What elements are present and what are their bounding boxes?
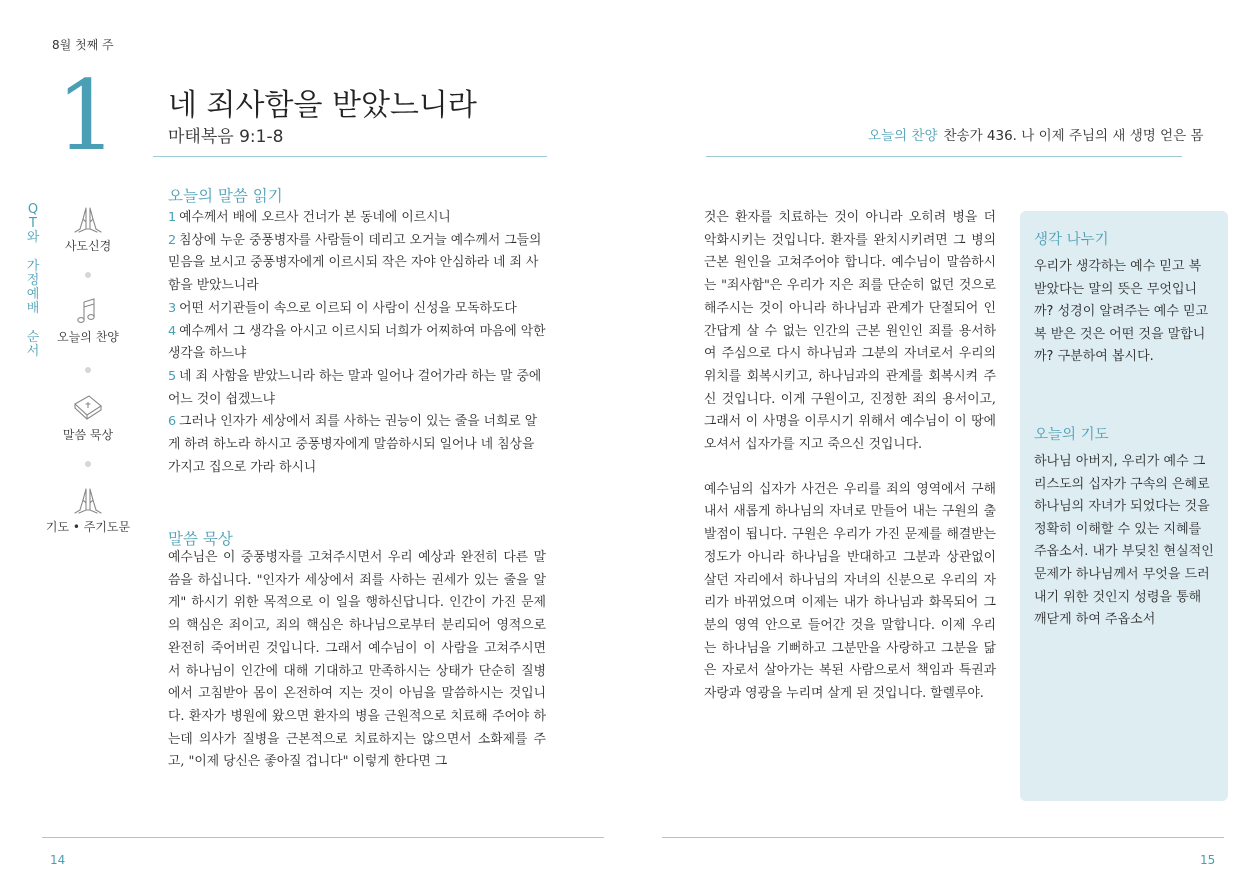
verse-number: 6 xyxy=(168,414,177,430)
page-number-left: 14 xyxy=(50,853,66,867)
verse-text: 네 죄 사함을 받았느니라 하는 말과 일어나 걸어가라 하는 말 중에 어느 것이 쉽겠느냐 xyxy=(168,368,542,407)
week-label: 8월 첫째 주 xyxy=(52,38,114,52)
page-number-right: 15 xyxy=(1200,853,1216,867)
meditation-title: 말씀 묵상 xyxy=(168,530,233,548)
verse-number: 2 xyxy=(168,232,177,248)
prayer-title: 오늘의 기도 xyxy=(1034,427,1109,443)
verse-text: 어떤 서기관들이 속으로 이르되 이 사람이 신성을 모독하도다 xyxy=(179,300,517,316)
header-rule-right xyxy=(706,156,1182,157)
praying-hands-icon xyxy=(33,205,143,235)
hymn-text: 찬송가 436. 나 이제 주님의 새 생명 얻은 몸 xyxy=(943,128,1204,144)
vertical-order-label: Q T 와 가 정 예 배 순 서 xyxy=(26,202,40,360)
sidebar-item-label: 말씀 묵상 xyxy=(62,428,114,442)
day-number: 1 xyxy=(56,60,118,172)
sidebar-item-prayer xyxy=(33,486,143,535)
paragraph: 것은 환자를 치료하는 것이 아니라 오히려 병을 더 악화시키는 것입니다. 환자를 완치시키려면 그 병의 근본 원인을 고쳐주어야 합니다. 예수님이 말씀하시는 "죄사함"은 우리가 지은 죄를 단순히 없던 것으로 해주시는 것이 아니라 하나님과 관계가 단절되어 인간답게 살 수 없는 인간의 근본 원인인 죄를 용서하여 주심으로 다시 하나님과 그분의 자녀로서 우리의 위치를 회복시키고, 하나님과의 관계를 회복시켜 주신 것입니다. 이게 구원이고, 진정한 죄의 용서이고, 그래서 이 사명을 이루시기 위해서 예수님이 이 땅에 오셔서 십자가를 지고 죽으신 것입니다. xyxy=(704,210,996,453)
reading-title: 오늘의 말씀 읽기 xyxy=(168,187,283,205)
verse-text: 침상에 누운 중풍병자를 사람들이 데리고 오거늘 예수께서 그들의 믿음을 보시고 중풍병자에게 이르시되 작은 자야 안심하라 네 죄 사함을 받았느니라 xyxy=(168,232,542,294)
verse xyxy=(168,411,548,479)
verse-number: 1 xyxy=(168,210,177,225)
page-title: 네 죄사함을 받았느니라 xyxy=(168,88,477,123)
paragraph: 예수님의 십자가 사건은 우리를 죄의 영역에서 구해내서 새롭게 하나님의 자녀로 만들어 내는 구원의 출발점이 됩니다. 구원은 우리가 가진 문제를 해결받는 정도가 아니라 하나님을 반대하고 그분과 상관없이 살던 자리에서 하나님의 자녀의 신분으로 우리의 자리가 바뀌었으며 이제는 내가 하나님과 화목되어 그분의 영역 안으로 들어간 것을 말합니다. 이제 우리는 하나님을 기뻐하고 그분만을 사랑하고 그분을 닮은 자로서 살아가는 복된 사람으로서 책임과 특권과 자랑과 영광을 누리며 살게 된 것입니다. 할렐루야. xyxy=(704,481,996,702)
verse-text: 예수께서 배에 오르사 건너가 본 동네에 이르시니 xyxy=(179,210,451,225)
sidebar-item-label: 오늘의 찬양 xyxy=(57,330,119,344)
verse-text: 예수께서 그 생각을 아시고 이르시되 너희가 어찌하여 마음에 악한 생각을 하느냐 xyxy=(168,323,546,362)
share-title: 생각 나누기 xyxy=(1034,232,1109,248)
verse xyxy=(168,366,548,411)
praying-hands-icon xyxy=(33,486,143,516)
verse xyxy=(168,207,548,230)
verse-number: 5 xyxy=(168,368,177,384)
sidebar-item-label: 기도 • 주기도문 xyxy=(45,520,131,534)
sidebar-dot xyxy=(85,461,91,467)
sidebar-item-meditation xyxy=(33,392,143,443)
verse xyxy=(168,298,548,321)
scripture-verses xyxy=(168,207,548,479)
sidebar-dot xyxy=(85,367,91,373)
hymn-line xyxy=(868,124,1204,144)
hymn-label: 오늘의 찬양 xyxy=(868,128,938,144)
prayer-text: 하나님 아버지, 우리가 예수 그리스도의 십자가 구속의 은혜로 하나님의 자녀가 되었다는 것을 정확히 이해할 수 있는 지혜를 주옵소서. 내가 부딪친 현실적인 문제가 하나님께서 무엇을 드러내기 위한 것인지 성령을 통해 깨닫게 하여 주옵소서 xyxy=(1034,454,1214,628)
sidebar-item-label: 사도신경 xyxy=(64,239,112,253)
footer-rule-right xyxy=(662,837,1224,838)
sidebox xyxy=(1020,211,1228,801)
sidebar-item-hymn xyxy=(33,296,143,345)
meditation-text: 예수님은 이 중풍병자를 고쳐주시면서 우리 예상과 완전히 다른 말씀을 하십니다. "인자가 세상에서 죄를 사하는 권세가 있는 줄을 알게" 하시기 위한 목적으로 이 일을 행하신답니다. 인간이 가진 문제의 핵심은 죄이고, 죄의 핵심은 하나님으로부터 분리되어 영적으로 완전히 죽어버린 것입니다. 그래서 예수님이 이 사람을 고쳐주시면서 하나님이 인간에 대해 기대하고 만족하시는 상태가 단순히 질병에서 고침받아 몸이 온전하여 지는 것이 아님을 말씀하시는 것입니다. 환자가 병원에 왔으면 환자의 병을 근원적으로 치료해 주어야 하는데 의사가 질병을 근본적으로 치료하지는 않으면서 소화제를 주고, "이제 당신은 좋아질 겁니다" 이렇게 한다면 그 xyxy=(168,550,546,770)
bible-icon xyxy=(33,392,143,424)
verse xyxy=(168,230,548,298)
sidebar-dot xyxy=(85,272,91,278)
verse-number: 3 xyxy=(168,300,177,316)
footer-rule-left xyxy=(42,837,604,838)
verse-text: 그러나 인자가 세상에서 죄를 사하는 권능이 있는 줄을 너희로 알게 하려 하노라 하시고 중풍병자에게 말씀하시되 일어나 네 침상을 가지고 집으로 가라 하시니 xyxy=(168,414,538,475)
header-rule-left xyxy=(153,156,547,157)
music-note-icon xyxy=(33,296,143,326)
scripture-reference: 마태복음 9:1-8 xyxy=(168,127,284,147)
meditation-continued xyxy=(704,207,996,728)
share-text: 우리가 생각하는 예수 믿고 복 받았다는 말의 뜻은 무엇입니까? 성경이 알려주는 예수 믿고 복 받은 것은 어떤 것을 말합니까? 구분하여 봅시다. xyxy=(1034,259,1209,365)
verse-number: 4 xyxy=(168,323,177,339)
sidebar-item-creed xyxy=(33,205,143,254)
verse xyxy=(168,321,548,366)
